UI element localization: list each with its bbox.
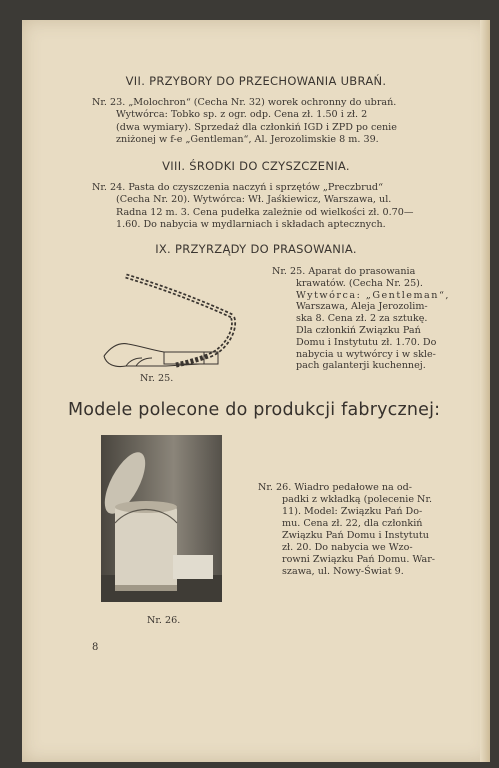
entry-line: ska 8. Cena zł. 2 za sztukę.: [296, 313, 428, 325]
entry-line: krawatów. (Cecha Nr. 25).: [296, 277, 423, 289]
entry-line: Nr. 26. Wiadro pedałowe na od-: [258, 482, 412, 493]
entry-line: Nr. 24. Pasta do czyszczenia naczyń i sprzętów „Preczbrud“: [92, 182, 383, 193]
page-binding-edge: [480, 20, 490, 762]
document-page: [22, 20, 490, 762]
entry-line: Dla członkiń Związku Pań: [296, 324, 421, 336]
section-heading-ix: IX. PRZYRZĄDY DO PRASOWANIA.: [155, 242, 357, 256]
entry-line: szawa, ul. Nowy-Świat 9.: [282, 566, 404, 577]
entry-line: nabycia u wytwórcy i w skle-: [296, 348, 436, 360]
figure-caption-nr-25: Nr. 25.: [140, 373, 174, 384]
entry-line: Radna 12 m. 3. Cena pudełka zależnie od wielkości zł. 0.70—: [116, 206, 414, 218]
entry-line: pach galanterji kuchennej.: [296, 360, 426, 372]
entry-line: Związku Pań Domu i Instytutu: [282, 530, 429, 541]
pedal-bin-photo: [101, 435, 222, 602]
entry-line: zniżonej w f-e „Gentleman“, Al. Jerozolimskie 8 m. 39.: [116, 133, 379, 145]
section-heading-viii: VIII. ŚRODKI DO CZYSZCZENIA.: [162, 159, 350, 173]
page-number: 8: [92, 642, 99, 653]
entry-line: Nr. 25. Aparat do prasowania: [272, 266, 416, 277]
entry-line: Wytwórca: Tobko sp. z ogr. odp. Cena zł. 1.50 i zł. 2: [116, 109, 368, 121]
factory-models-title: Modele polecone do produkcji fabrycznej:: [68, 400, 441, 420]
entry-line: rowni Związku Pań Domu. War-: [282, 554, 436, 565]
entry-line: Wytwórca: „Gentleman“,: [296, 289, 450, 301]
entry-nr-23: [92, 97, 397, 146]
entry-nr-24: [92, 182, 413, 231]
tie-press-illustration: [96, 268, 246, 378]
entry-line: padki z wkładką (polecenie Nr.: [282, 494, 433, 505]
entry-line: (dwa wymiary). Sprzedaż dla członkiń IGD i ZPD po cenie: [116, 121, 397, 133]
entry-line: 11). Model: Związku Pań Do-: [282, 506, 423, 517]
entry-nr-26: [258, 482, 435, 578]
entry-line: (Cecha Nr. 20). Wytwórca: Wł. Jaśkiewicz, Warszawa, ul.: [116, 194, 392, 206]
entry-line: Warszawa, Aleja Jerozolim-: [296, 301, 428, 313]
entry-line: Domu i Instytutu zł. 1.70. Do: [296, 336, 437, 348]
entry-line: mu. Cena zł. 22, dla członkiń: [282, 518, 423, 529]
entry-nr-25: [272, 266, 450, 372]
entry-line: 1.60. Do nabycia w mydlarniach i składach aptecznych.: [116, 218, 386, 230]
figure-caption-nr-26: Nr. 26.: [147, 615, 181, 626]
entry-line: zł. 20. Do nabycia we Wzo-: [282, 542, 413, 553]
section-heading-vii: VII. PRZYBORY DO PRZECHOWANIA UBRAŃ.: [125, 74, 387, 88]
entry-line: Nr. 23. „Molochron“ (Cecha Nr. 32) worek ochronny do ubrań.: [92, 97, 397, 108]
